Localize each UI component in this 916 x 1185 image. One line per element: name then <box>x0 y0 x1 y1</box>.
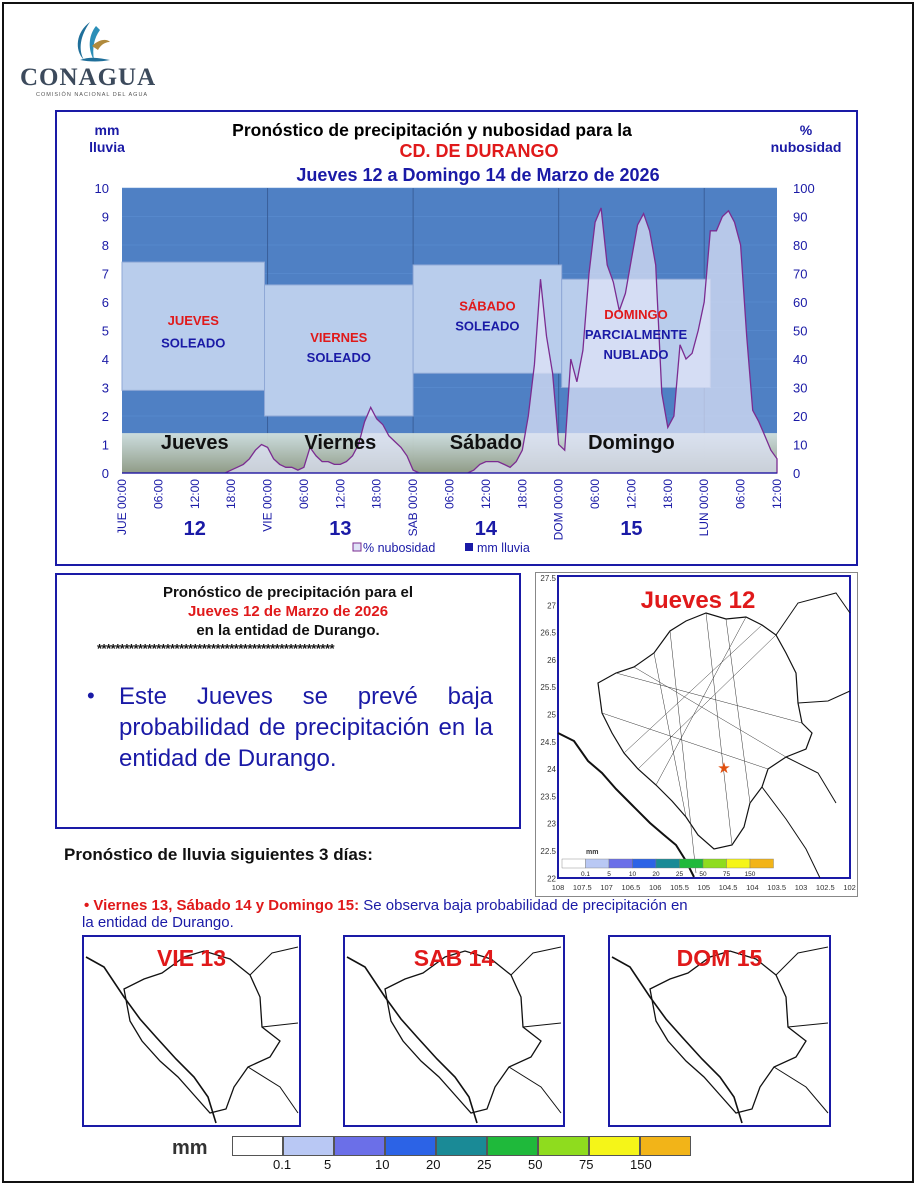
y-tick-label: 6 <box>101 295 109 310</box>
map-legend <box>562 859 774 878</box>
x-tick-label: 12:00 <box>478 479 493 510</box>
y2-tick-label: 30 <box>793 380 808 396</box>
forecast-chart-svg <box>57 112 856 564</box>
scale-cell <box>232 1136 283 1156</box>
x-tick-label: 06:00 <box>151 479 166 510</box>
chart-title: Pronóstico de precipitación y nubosidad para la <box>232 120 632 140</box>
latitude-ticks <box>540 574 556 883</box>
chart-dates: Jueves 12 a Domingo 14 de Marzo de 2026 <box>296 165 660 185</box>
x-tick-label: 06:00 <box>588 479 603 510</box>
day-number-label: 13 <box>329 518 352 540</box>
lon-tick-label: 105.5 <box>670 883 689 892</box>
left-axis-label: lluvia <box>89 139 125 155</box>
today-region: en la entidad de Durango. <box>196 622 380 639</box>
map-legend-label: 75 <box>722 871 731 878</box>
logo-wordmark: CONAGUA <box>20 64 157 91</box>
lat-tick-label: 23.5 <box>540 792 556 802</box>
condition-label: JUEVES <box>167 312 219 328</box>
logo-subtitle: COMISIÓN NACIONAL DEL AGUA <box>36 92 149 98</box>
map-vie-13-label: VIE 13 <box>156 945 227 971</box>
day-name-label: Jueves <box>160 431 229 454</box>
lon-tick-label: 106.5 <box>621 883 641 892</box>
longitude-ticks <box>552 883 856 892</box>
map-legend-cell <box>633 859 657 868</box>
y-tick-label: 0 <box>101 466 109 481</box>
x-tick-label: 12:00 <box>187 479 202 510</box>
map-legend-cell <box>609 859 633 868</box>
x-tick-label: 18:00 <box>224 479 239 510</box>
lon-tick-label: 107 <box>600 883 613 892</box>
map-legend-cell <box>562 859 586 868</box>
next-days-text <box>84 897 844 931</box>
x-tick-label: LUN 00:00 <box>697 479 712 537</box>
map-legend-label: 150 <box>744 871 756 878</box>
map-sab-14-label: SAB 14 <box>413 945 495 971</box>
day-number-label: 14 <box>474 518 498 540</box>
municipality-borders <box>602 613 802 873</box>
today-heading: Pronóstico de precipitación para el <box>162 584 414 601</box>
x-tick-label: 18:00 <box>515 479 530 510</box>
lon-tick-label: 108 <box>551 883 565 892</box>
y-tick-label: 5 <box>101 323 109 339</box>
y2-tick-label: 20 <box>793 409 808 424</box>
lon-tick-label: 106 <box>648 883 662 892</box>
y-tick-label: 1 <box>101 437 109 453</box>
day-name-label: Domingo <box>588 431 675 454</box>
lat-tick-label: 27.5 <box>540 574 556 583</box>
today-date: Jueves 12 de Marzo de 2026 <box>187 603 389 620</box>
lon-tick-label: 107.5 <box>572 883 592 892</box>
lon-tick-label: 104.5 <box>718 883 738 892</box>
logo-emblem-icon <box>18 16 168 66</box>
x-tick-label: 06:00 <box>442 479 457 510</box>
lat-tick-label: 22.5 <box>540 847 556 856</box>
separator: **************************************************** <box>97 641 335 656</box>
map-legend-label: 50 <box>699 871 707 878</box>
lat-tick-label: 26.5 <box>540 628 556 638</box>
map-legend-cell <box>750 859 774 868</box>
day-name-label: Viernes <box>304 431 377 454</box>
scale-cell <box>334 1136 385 1156</box>
x-tick-label: SAB 00:00 <box>406 479 421 537</box>
durango-city-star-icon: ★ <box>717 760 731 777</box>
y2-tick-label: 80 <box>793 238 808 253</box>
next-days-title: Pronóstico de lluvia siguientes 3 días: <box>64 845 373 864</box>
map-legend-label: 25 <box>675 871 684 878</box>
x-tick-label: 12:00 <box>770 479 784 510</box>
day-number-label: 12 <box>183 518 206 540</box>
state-outline <box>598 613 812 849</box>
map-legend-cell <box>680 859 704 868</box>
x-tick-label: VIE 00:00 <box>260 479 275 532</box>
condition-label: VIERNES <box>310 329 368 345</box>
lat-tick-label: 23 <box>547 819 556 829</box>
map-legend-label: 0.1 <box>580 871 591 878</box>
day-name-label: Sábado <box>449 431 523 454</box>
y2-tick-label: 40 <box>793 352 808 367</box>
durango-map <box>535 572 858 897</box>
map-title: Jueves 12 <box>640 587 756 614</box>
lat-tick-label: 24 <box>547 765 556 775</box>
next-days-highlight: • Viernes 13, Sábado 14 y Domingo 15: <box>84 897 360 914</box>
next-days-description: Se observa baja probabilidad de precipitación en <box>359 897 688 914</box>
lat-tick-label: 27 <box>547 601 556 611</box>
next-days-description-2: la entidad de Durango. <box>82 914 234 931</box>
durango-map-svg <box>536 573 857 896</box>
lon-tick-label: 102 <box>843 883 856 892</box>
legend-cloud-label: % nubosidad <box>363 541 436 555</box>
y2-tick-label: 90 <box>793 209 808 225</box>
conagua-logo <box>18 16 168 104</box>
right-axis-unit: % <box>799 122 813 138</box>
scale-label: 50 <box>528 1157 543 1172</box>
condition-label: PARCIALMENTE <box>584 327 688 343</box>
scale-label: 75 <box>579 1157 594 1172</box>
map-legend-label: 10 <box>628 871 637 878</box>
scale-cell <box>283 1136 334 1156</box>
y2-tick-label: 0 <box>793 466 801 481</box>
y2-tick-label: 50 <box>793 323 808 339</box>
lat-tick-label: 22 <box>547 874 556 884</box>
today-forecast-box <box>55 573 521 829</box>
lon-tick-label: 105 <box>697 883 711 892</box>
scale-cell <box>385 1136 436 1156</box>
x-tick-label: 06:00 <box>296 479 311 510</box>
lon-tick-label: 103 <box>794 883 808 892</box>
condition-label: SOLEADO <box>161 335 226 351</box>
map-legend-label: 20 <box>652 871 660 878</box>
map-legend-cell <box>656 859 680 868</box>
map-sab-14 <box>343 935 565 1127</box>
scale-label: 150 <box>630 1157 652 1172</box>
condition-label: SOLEADO <box>455 318 520 334</box>
map-legend-label: 5 <box>607 871 611 878</box>
map-dom-15-label: DOM 15 <box>676 945 763 971</box>
y2-tick-label: 70 <box>793 266 808 282</box>
x-tick-label: 18:00 <box>660 479 675 510</box>
day-number-label: 15 <box>620 518 643 540</box>
scale-cell <box>640 1136 691 1156</box>
forecast-chart <box>55 110 858 566</box>
map-vie-13 <box>82 935 301 1127</box>
chart-city: CD. DE DURANGO <box>399 141 559 161</box>
scale-label: 5 <box>324 1157 332 1172</box>
scale-cell <box>589 1136 640 1156</box>
x-tick-label: 18:00 <box>369 479 384 510</box>
condition-label: SÁBADO <box>459 298 516 314</box>
lon-tick-label: 104 <box>746 883 759 892</box>
condition-label: SOLEADO <box>306 349 371 365</box>
map-dom-15 <box>608 935 831 1127</box>
x-tick-label: 12:00 <box>333 479 348 510</box>
x-tick-label: 12:00 <box>624 479 639 510</box>
right-axis-label: nubosidad <box>770 139 842 155</box>
y-tick-label: 8 <box>101 238 109 253</box>
y2-tick-label: 60 <box>793 295 808 310</box>
scale-unit: mm <box>172 1137 208 1159</box>
map-legend-cell <box>703 859 727 868</box>
map-legend-unit: mm <box>586 849 599 856</box>
scale-cell <box>538 1136 589 1156</box>
condition-label: DOMINGO <box>604 307 668 323</box>
scale-cell <box>436 1136 487 1156</box>
legend-rain-swatch <box>465 543 473 551</box>
lat-tick-label: 25.5 <box>540 683 556 693</box>
y-tick-label: 10 <box>94 181 109 196</box>
scale-cell <box>487 1136 538 1156</box>
y-tick-label: 9 <box>101 209 109 225</box>
lon-tick-label: 102.5 <box>815 883 835 892</box>
y-tick-label: 4 <box>101 352 109 367</box>
x-tick-label: JUE 00:00 <box>115 479 129 536</box>
y2-tick-label: 10 <box>793 437 808 453</box>
today-text: Este Jueves se prevé baja probabilidad de precipitación en la entidad de Durango. <box>119 683 493 772</box>
scale-label: 20 <box>426 1157 441 1172</box>
y2-tick-label: 100 <box>793 181 815 196</box>
y-tick-label: 3 <box>101 380 109 396</box>
lat-tick-label: 25 <box>547 710 556 720</box>
legend-cloud-swatch <box>353 543 361 551</box>
rain-color-scale <box>170 1133 690 1173</box>
bullet-icon: • <box>87 683 95 708</box>
scale-label: 25 <box>477 1157 492 1172</box>
scale-label: 10 <box>375 1157 390 1172</box>
scale-label: 0.1 <box>273 1157 292 1172</box>
x-tick-label: 06:00 <box>733 479 748 510</box>
x-tick-label: DOM 00:00 <box>551 478 566 541</box>
plot-area <box>95 181 815 540</box>
legend-rain-label: mm lluvia <box>477 541 530 555</box>
lat-tick-label: 26 <box>547 655 556 665</box>
y-tick-label: 2 <box>101 409 109 424</box>
left-axis-unit: mm <box>94 122 120 138</box>
condition-label: NUBLADO <box>603 347 669 362</box>
scale-cells <box>232 1136 691 1156</box>
map-legend-cell <box>586 859 610 868</box>
y-tick-label: 7 <box>101 266 109 282</box>
lon-tick-label: 103.5 <box>767 883 787 892</box>
lat-tick-label: 24.5 <box>540 737 556 747</box>
map-legend-cell <box>727 859 751 868</box>
chart-legend <box>353 541 530 555</box>
